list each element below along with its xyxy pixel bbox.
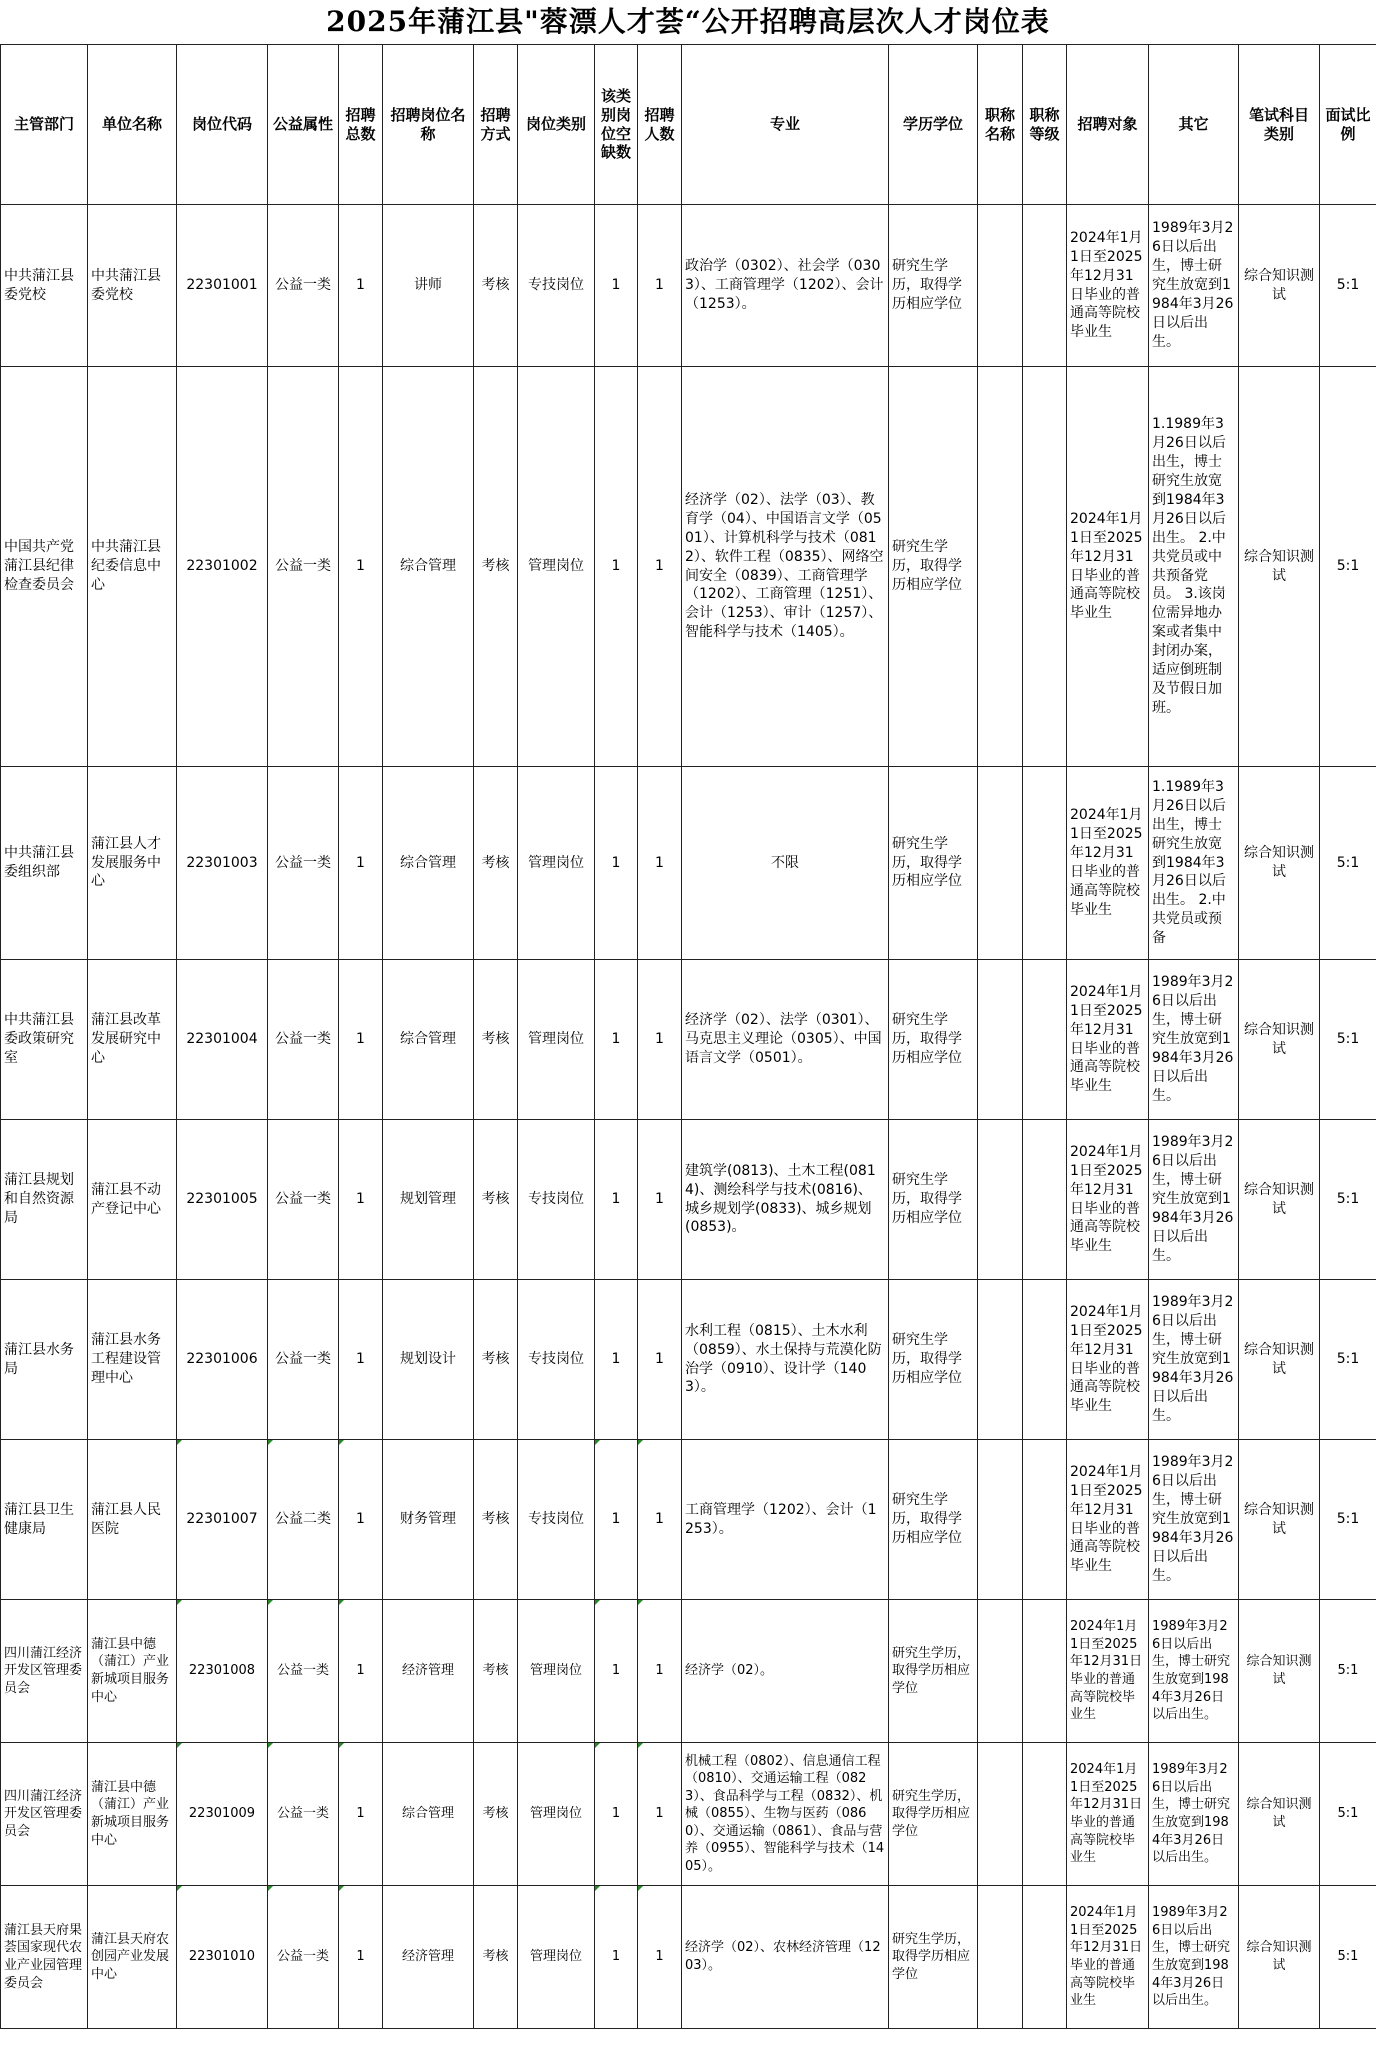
unit-cell: 蒲江县水务工程建设管理中心	[88, 1280, 177, 1440]
other-cell: 1.1989年3月26日以后出生，博士研究生放宽到1984年3月26日以后出生。 2.中共党员或预备	[1149, 767, 1239, 960]
exam-cell: 综合知识测试	[1239, 205, 1320, 367]
header-row	[1, 45, 1376, 205]
total-cell: 1	[339, 205, 383, 367]
exam-cell: 综合知识测试	[1239, 1120, 1320, 1280]
code-cell: 22301006	[177, 1280, 268, 1440]
nature-cell: 公益一类	[268, 767, 339, 960]
title-name-cell	[978, 1440, 1023, 1600]
post-cell: 规划管理	[383, 1120, 474, 1280]
method-cell: 考核	[474, 205, 518, 367]
code-cell: 22301004	[177, 960, 268, 1120]
other-cell: 1989年3月26日以后出生，博士研究生放宽到1984年3月26日以后出生。	[1149, 960, 1239, 1120]
edu-cell: 研究生学历，取得学历相应学位	[889, 767, 978, 960]
method-cell: 考核	[474, 960, 518, 1120]
vacancy-cell: 1	[595, 1440, 638, 1600]
nature-cell: 公益一类	[268, 367, 339, 767]
table-row	[1, 1120, 1376, 1280]
code-cell: 22301008	[177, 1600, 268, 1743]
other-cell: 1989年3月26日以后出生，博士研究生放宽到1984年3月26日以后出生。	[1149, 1280, 1239, 1440]
nature-cell: 公益一类	[268, 1886, 339, 2029]
dept-cell: 中共蒲江县委党校	[1, 205, 88, 367]
edu-cell: 研究生学历，取得学历相应学位	[889, 1120, 978, 1280]
target-cell: 2024年1月1日至2025年12月31日毕业的普通高等院校毕业生	[1067, 1600, 1149, 1743]
total-cell: 1	[339, 367, 383, 767]
ratio-cell: 5:1	[1320, 1120, 1376, 1280]
major-cell: 经济学（02）、法学（0301）、马克思主义理论（0305）、中国语言文学（0501）。	[682, 960, 889, 1120]
title-name-cell	[978, 205, 1023, 367]
target-cell: 2024年1月1日至2025年12月31日毕业的普通高等院校毕业生	[1067, 367, 1149, 767]
exam-cell: 综合知识测试	[1239, 1600, 1320, 1743]
post-cell: 综合管理	[383, 1743, 474, 1886]
total-cell: 1	[339, 960, 383, 1120]
unit-cell: 蒲江县不动产登记中心	[88, 1120, 177, 1280]
major-cell: 机械工程（0802）、信息通信工程（0810）、交通运输工程（0823）、食品科学与工程（0832）、机械（0855）、生物与医药（0860）、交通运输（0861）、食品与营养（0955）、智能科学与技术（1405）。	[682, 1743, 889, 1886]
other-cell: 1.1989年3月26日以后出生，博士研究生放宽到1984年3月26日以后出生。 2.中共党员或中共预备党员。 3.该岗位需异地办案或者集中封闭办案，适应倒班制及节假日加班。	[1149, 367, 1239, 767]
vacancy-cell: 1	[595, 767, 638, 960]
title-name-cell	[978, 1280, 1023, 1440]
count-cell: 1	[638, 1280, 682, 1440]
table-row	[1, 1743, 1376, 1886]
other-cell: 1989年3月26日以后出生，博士研究生放宽到1984年3月26日以后出生。	[1149, 1886, 1239, 2029]
count-cell: 1	[638, 767, 682, 960]
edu-cell: 研究生学历，取得学历相应学位	[889, 960, 978, 1120]
dept-cell: 中共蒲江县委组织部	[1, 767, 88, 960]
other-cell: 1989年3月26日以后出生，博士研究生放宽到1984年3月26日以后出生。	[1149, 1440, 1239, 1600]
title-level-cell	[1023, 767, 1067, 960]
dept-cell: 四川蒲江经济开发区管理委员会	[1, 1743, 88, 1886]
header-cell: 招聘总数	[339, 45, 383, 205]
edu-cell: 研究生学历，取得学历相应学位	[889, 1280, 978, 1440]
nature-cell: 公益一类	[268, 205, 339, 367]
code-cell: 22301010	[177, 1886, 268, 2029]
method-cell: 考核	[474, 1280, 518, 1440]
category-cell: 专技岗位	[518, 1440, 595, 1600]
total-cell: 1	[339, 1886, 383, 2029]
title-name-cell	[978, 1600, 1023, 1743]
unit-cell: 蒲江县中德（蒲江）产业新城项目服务中心	[88, 1600, 177, 1743]
edu-cell: 研究生学历，取得学历相应学位	[889, 367, 978, 767]
edu-cell: 研究生学历，取得学历相应学位	[889, 1743, 978, 1886]
positions-table	[0, 44, 1376, 2029]
unit-cell: 蒲江县人才发展服务中心	[88, 767, 177, 960]
header-cell: 招聘岗位名称	[383, 45, 474, 205]
ratio-cell: 5:1	[1320, 1743, 1376, 1886]
vacancy-cell: 1	[595, 1280, 638, 1440]
edu-cell: 研究生学历，取得学历相应学位	[889, 1440, 978, 1600]
major-cell: 经济学（02）。	[682, 1600, 889, 1743]
code-cell: 22301009	[177, 1743, 268, 1886]
title-level-cell	[1023, 960, 1067, 1120]
nature-cell: 公益一类	[268, 960, 339, 1120]
header-cell: 专业	[682, 45, 889, 205]
header-cell: 笔试科目类别	[1239, 45, 1320, 205]
category-cell: 管理岗位	[518, 1600, 595, 1743]
method-cell: 考核	[474, 367, 518, 767]
category-cell: 管理岗位	[518, 1743, 595, 1886]
vacancy-cell: 1	[595, 1886, 638, 2029]
major-cell: 政治学（0302）、社会学（0303）、工商管理学（1202）、会计（1253）。	[682, 205, 889, 367]
target-cell: 2024年1月1日至2025年12月31日毕业的普通高等院校毕业生	[1067, 767, 1149, 960]
total-cell: 1	[339, 1120, 383, 1280]
target-cell: 2024年1月1日至2025年12月31日毕业的普通高等院校毕业生	[1067, 1743, 1149, 1886]
dept-cell: 蒲江县规划和自然资源局	[1, 1120, 88, 1280]
ratio-cell: 5:1	[1320, 205, 1376, 367]
target-cell: 2024年1月1日至2025年12月31日毕业的普通高等院校毕业生	[1067, 960, 1149, 1120]
count-cell: 1	[638, 1743, 682, 1886]
method-cell: 考核	[474, 1440, 518, 1600]
nature-cell: 公益一类	[268, 1743, 339, 1886]
title-level-cell	[1023, 1600, 1067, 1743]
edu-cell: 研究生学历，取得学历相应学位	[889, 1600, 978, 1743]
title-level-cell	[1023, 1886, 1067, 2029]
post-cell: 经济管理	[383, 1600, 474, 1743]
count-cell: 1	[638, 1600, 682, 1743]
vacancy-cell: 1	[595, 205, 638, 367]
exam-cell: 综合知识测试	[1239, 1440, 1320, 1600]
exam-cell: 综合知识测试	[1239, 1280, 1320, 1440]
nature-cell: 公益二类	[268, 1440, 339, 1600]
table-row	[1, 205, 1376, 367]
table-row	[1, 1886, 1376, 2029]
table-row	[1, 1600, 1376, 1743]
major-cell: 水利工程（0815）、土木水利（0859）、水土保持与荒漠化防治学（0910）、设计学（1403）。	[682, 1280, 889, 1440]
vacancy-cell: 1	[595, 367, 638, 767]
method-cell: 考核	[474, 1743, 518, 1886]
post-cell: 经济管理	[383, 1886, 474, 2029]
method-cell: 考核	[474, 1886, 518, 2029]
code-cell: 22301002	[177, 367, 268, 767]
vacancy-cell: 1	[595, 1743, 638, 1886]
unit-cell: 中共蒲江县纪委信息中心	[88, 367, 177, 767]
header-cell: 单位名称	[88, 45, 177, 205]
title-level-cell	[1023, 205, 1067, 367]
table-row	[1, 1280, 1376, 1440]
post-cell: 综合管理	[383, 960, 474, 1120]
category-cell: 管理岗位	[518, 960, 595, 1120]
table-row	[1, 767, 1376, 960]
title-level-cell	[1023, 1440, 1067, 1600]
title-name-cell	[978, 960, 1023, 1120]
ratio-cell: 5:1	[1320, 1440, 1376, 1600]
count-cell: 1	[638, 205, 682, 367]
title-name-cell	[978, 367, 1023, 767]
post-cell: 规划设计	[383, 1280, 474, 1440]
header-cell: 岗位代码	[177, 45, 268, 205]
unit-cell: 蒲江县天府农创园产业发展中心	[88, 1886, 177, 2029]
total-cell: 1	[339, 1600, 383, 1743]
code-cell: 22301003	[177, 767, 268, 960]
vacancy-cell: 1	[595, 1120, 638, 1280]
title-name-cell	[978, 1120, 1023, 1280]
header-cell: 面试比例	[1320, 45, 1376, 205]
other-cell: 1989年3月26日以后出生，博士研究生放宽到1984年3月26日以后出生。	[1149, 205, 1239, 367]
header-cell: 职称等级	[1023, 45, 1067, 205]
unit-cell: 蒲江县人民医院	[88, 1440, 177, 1600]
target-cell: 2024年1月1日至2025年12月31日毕业的普通高等院校毕业生	[1067, 1280, 1149, 1440]
category-cell: 专技岗位	[518, 1120, 595, 1280]
unit-cell: 中共蒲江县委党校	[88, 205, 177, 367]
table-row	[1, 367, 1376, 767]
header-cell: 招聘人数	[638, 45, 682, 205]
total-cell: 1	[339, 1440, 383, 1600]
nature-cell: 公益一类	[268, 1120, 339, 1280]
total-cell: 1	[339, 767, 383, 960]
total-cell: 1	[339, 1280, 383, 1440]
major-cell: 不限	[682, 767, 889, 960]
nature-cell: 公益一类	[268, 1600, 339, 1743]
post-cell: 财务管理	[383, 1440, 474, 1600]
exam-cell: 综合知识测试	[1239, 367, 1320, 767]
count-cell: 1	[638, 960, 682, 1120]
dept-cell: 中共蒲江县委政策研究室	[1, 960, 88, 1120]
code-cell: 22301001	[177, 205, 268, 367]
code-cell: 22301005	[177, 1120, 268, 1280]
header-cell: 其它	[1149, 45, 1239, 205]
nature-cell: 公益一类	[268, 1280, 339, 1440]
other-cell: 1989年3月26日以后出生，博士研究生放宽到1984年3月26日以后出生。	[1149, 1743, 1239, 1886]
method-cell: 考核	[474, 767, 518, 960]
exam-cell: 综合知识测试	[1239, 1743, 1320, 1886]
category-cell: 管理岗位	[518, 767, 595, 960]
unit-cell: 蒲江县中德（蒲江）产业新城项目服务中心	[88, 1743, 177, 1886]
header-cell: 主管部门	[1, 45, 88, 205]
method-cell: 考核	[474, 1600, 518, 1743]
count-cell: 1	[638, 1886, 682, 2029]
other-cell: 1989年3月26日以后出生，博士研究生放宽到1984年3月26日以后出生。	[1149, 1120, 1239, 1280]
title-name-cell	[978, 1886, 1023, 2029]
header-cell: 职称名称	[978, 45, 1023, 205]
method-cell: 考核	[474, 1120, 518, 1280]
title-level-cell	[1023, 1743, 1067, 1886]
dept-cell: 蒲江县水务局	[1, 1280, 88, 1440]
unit-cell: 蒲江县改革发展研究中心	[88, 960, 177, 1120]
exam-cell: 综合知识测试	[1239, 767, 1320, 960]
edu-cell: 研究生学历，取得学历相应学位	[889, 205, 978, 367]
post-cell: 综合管理	[383, 367, 474, 767]
header-cell: 岗位类别	[518, 45, 595, 205]
major-cell: 经济学（02）、农林经济管理（1203）。	[682, 1886, 889, 2029]
target-cell: 2024年1月1日至2025年12月31日毕业的普通高等院校毕业生	[1067, 1440, 1149, 1600]
header-cell: 公益属性	[268, 45, 339, 205]
title-name-cell	[978, 767, 1023, 960]
dept-cell: 中国共产党蒲江县纪律检查委员会	[1, 367, 88, 767]
major-cell: 建筑学(0813)、土木工程(0814)、测绘科学与技术(0816)、城乡规划学(0833)、城乡规划(0853)。	[682, 1120, 889, 1280]
ratio-cell: 5:1	[1320, 1886, 1376, 2029]
ratio-cell: 5:1	[1320, 1280, 1376, 1440]
exam-cell: 综合知识测试	[1239, 1886, 1320, 2029]
table-row	[1, 1440, 1376, 1600]
table-row	[1, 960, 1376, 1120]
post-cell: 讲师	[383, 205, 474, 367]
vacancy-cell: 1	[595, 1600, 638, 1743]
count-cell: 1	[638, 1120, 682, 1280]
ratio-cell: 5:1	[1320, 767, 1376, 960]
ratio-cell: 5:1	[1320, 1600, 1376, 1743]
ratio-cell: 5:1	[1320, 367, 1376, 767]
count-cell: 1	[638, 1440, 682, 1600]
page-title: 2025年蒲江县"蓉漂人才荟“公开招聘高层次人才岗位表	[326, 5, 1050, 38]
category-cell: 专技岗位	[518, 1280, 595, 1440]
category-cell: 专技岗位	[518, 205, 595, 367]
title-level-cell	[1023, 1280, 1067, 1440]
header-cell: 该类别岗位空缺数	[595, 45, 638, 205]
target-cell: 2024年1月1日至2025年12月31日毕业的普通高等院校毕业生	[1067, 1886, 1149, 2029]
category-cell: 管理岗位	[518, 1886, 595, 2029]
title-level-cell	[1023, 367, 1067, 767]
dept-cell: 蒲江县卫生健康局	[1, 1440, 88, 1600]
header-cell: 招聘方式	[474, 45, 518, 205]
major-cell: 工商管理学（1202）、会计（1253）。	[682, 1440, 889, 1600]
major-cell: 经济学（02）、法学（03）、教育学（04）、中国语言文学（0501）、计算机科学与技术（0812）、软件工程（0835）、网络空间安全（0839）、工商管理学（1202）、工商管理（1251）、会计（1253）、审计（1257）、智能科学与技术（1405）。	[682, 367, 889, 767]
ratio-cell: 5:1	[1320, 960, 1376, 1120]
exam-cell: 综合知识测试	[1239, 960, 1320, 1120]
other-cell: 1989年3月26日以后出生，博士研究生放宽到1984年3月26日以后出生。	[1149, 1600, 1239, 1743]
vacancy-cell: 1	[595, 960, 638, 1120]
target-cell: 2024年1月1日至2025年12月31日毕业的普通高等院校毕业生	[1067, 1120, 1149, 1280]
count-cell: 1	[638, 367, 682, 767]
code-cell: 22301007	[177, 1440, 268, 1600]
dept-cell: 蒲江县天府果荟国家现代农业产业园管理委员会	[1, 1886, 88, 2029]
header-cell: 招聘对象	[1067, 45, 1149, 205]
edu-cell: 研究生学历，取得学历相应学位	[889, 1886, 978, 2029]
total-cell: 1	[339, 1743, 383, 1886]
target-cell: 2024年1月1日至2025年12月31日毕业的普通高等院校毕业生	[1067, 205, 1149, 367]
header-cell: 学历学位	[889, 45, 978, 205]
title-name-cell	[978, 1743, 1023, 1886]
dept-cell: 四川蒲江经济开发区管理委员会	[1, 1600, 88, 1743]
category-cell: 管理岗位	[518, 367, 595, 767]
post-cell: 综合管理	[383, 767, 474, 960]
title-level-cell	[1023, 1120, 1067, 1280]
